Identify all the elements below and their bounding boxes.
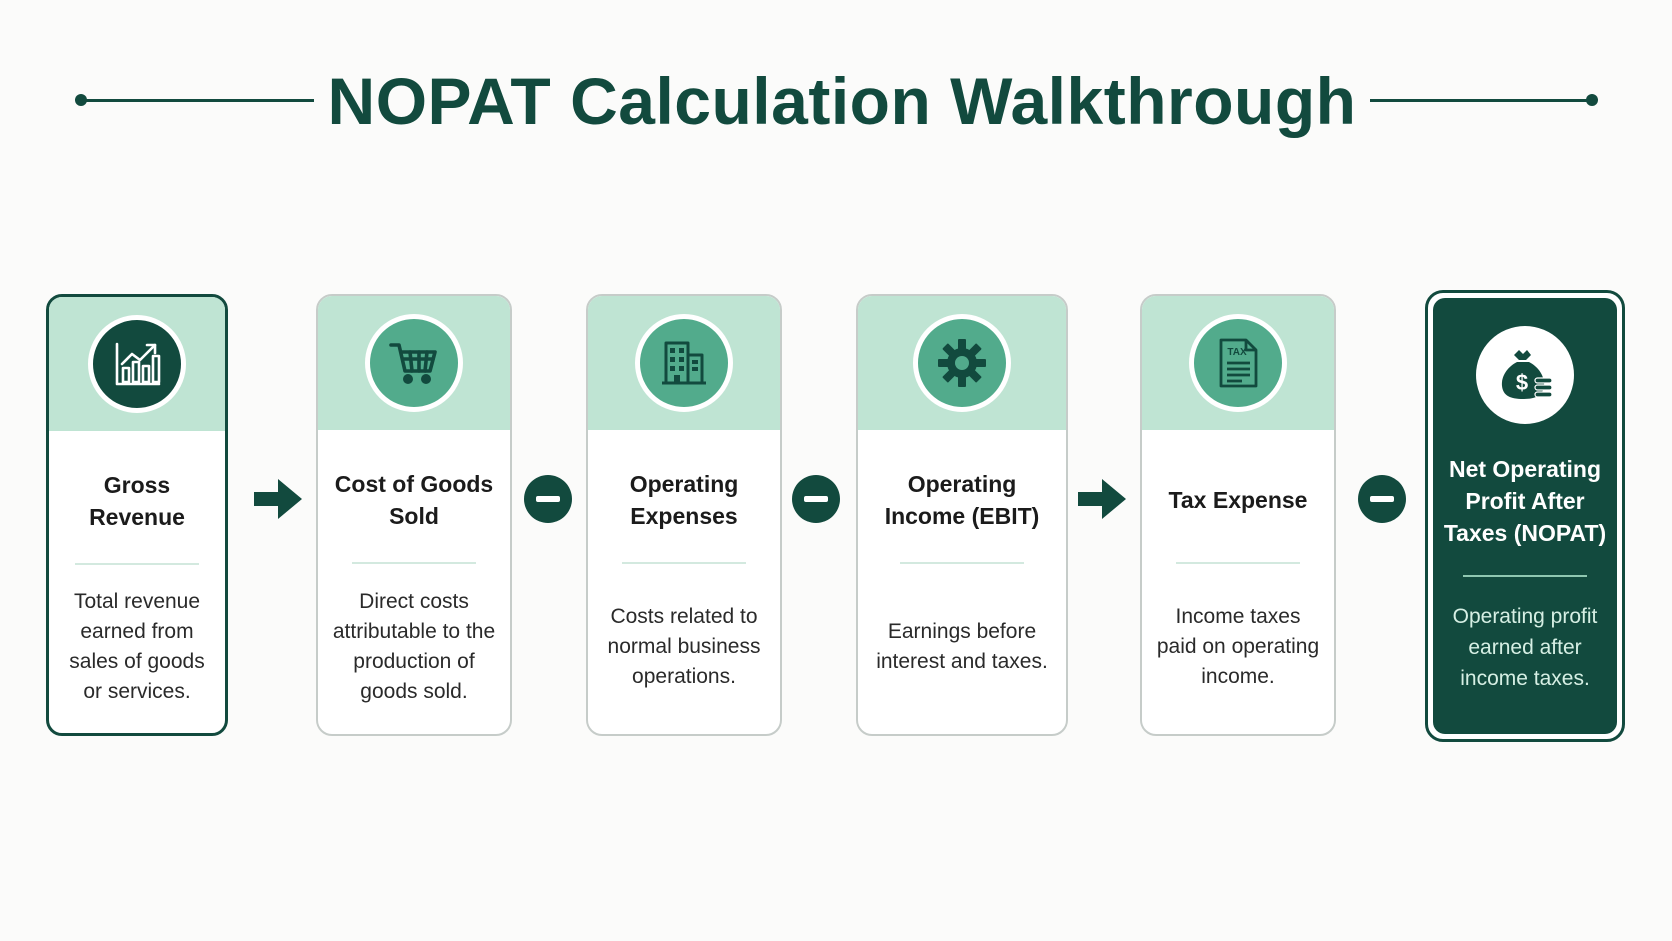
- arrow-right-icon: [1076, 473, 1128, 525]
- divider: [1176, 562, 1300, 564]
- step-description: Total revenue earned from sales of goods or services.: [69, 590, 205, 703]
- tax-document-icon: [1189, 314, 1287, 412]
- step-description: Direct costs attributable to the production of goods sold.: [332, 590, 496, 703]
- title-row: [0, 56, 1672, 146]
- card-header: [588, 296, 780, 430]
- title-rule-left-dot: [75, 94, 87, 106]
- money-bag-icon: [1476, 326, 1574, 424]
- bar-chart-growth-icon: [88, 315, 186, 413]
- step-title: Operating Expenses: [629, 471, 739, 529]
- step-title: Tax Expense: [1168, 487, 1308, 513]
- minus-icon: [790, 473, 842, 525]
- step-description: Income taxes paid on operating income.: [1156, 605, 1320, 688]
- gear-icon: [913, 314, 1011, 412]
- step-description: Costs related to normal business operations.: [607, 605, 761, 688]
- card-header: [1142, 296, 1334, 430]
- step-card-cost-of-goods-sold: [316, 294, 512, 736]
- step-title: Cost of Goods Sold: [334, 471, 494, 529]
- step-card-gross-revenue: [46, 294, 228, 736]
- divider: [622, 562, 746, 564]
- svg-text:$: $: [1515, 370, 1529, 395]
- office-building-icon: [635, 314, 733, 412]
- step-card-operating-expenses: [586, 294, 782, 736]
- result-description: Operating profit earned after income taxes.: [1452, 604, 1598, 690]
- shopping-cart-icon: [365, 314, 463, 412]
- result-card-nopat: [1425, 290, 1625, 742]
- title-rule-right-dot: [1586, 94, 1598, 106]
- divider: [352, 562, 476, 564]
- divider: [1463, 575, 1587, 577]
- arrow-right-icon: [252, 473, 304, 525]
- minus-icon: [522, 473, 574, 525]
- divider: [900, 562, 1024, 564]
- divider: [75, 563, 199, 565]
- card-header: [858, 296, 1066, 430]
- step-description: Earnings before interest and taxes.: [876, 620, 1048, 673]
- title-rule-right: [1370, 99, 1592, 102]
- tax-label: TAX: [1227, 347, 1247, 358]
- result-title: Net Operating Profit After Taxes (NOPAT): [1443, 456, 1607, 546]
- step-title: Operating Income (EBIT): [884, 471, 1040, 529]
- card-header: [49, 297, 225, 431]
- step-card-operating-income: [856, 294, 1068, 736]
- step-title: Gross Revenue: [89, 472, 185, 530]
- page-title: NOPAT Calculation Walkthrough: [327, 64, 1357, 138]
- card-header: [318, 296, 510, 430]
- minus-icon: [1356, 473, 1408, 525]
- title-rule-left: [82, 99, 314, 102]
- step-card-tax-expense: [1140, 294, 1336, 736]
